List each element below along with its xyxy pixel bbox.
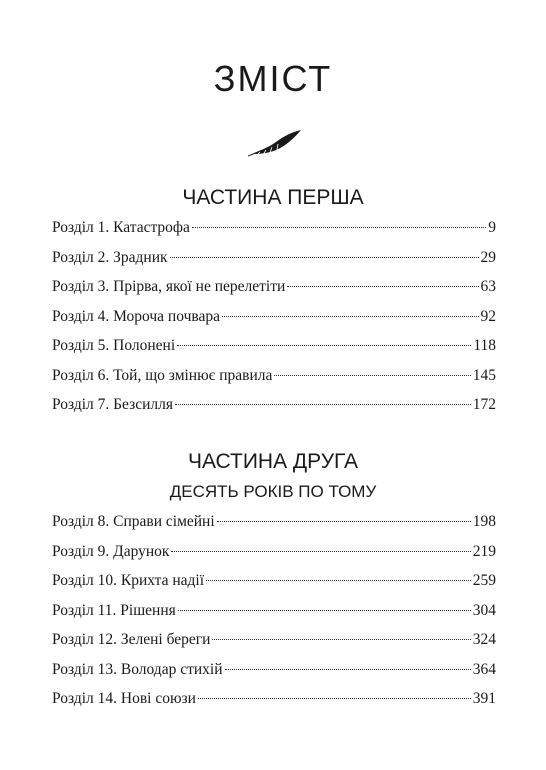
dot-leader	[217, 521, 471, 522]
chapter-title: Розділ 8. Справи сімейні	[52, 513, 215, 530]
part-one-heading: ЧАСТИНА ПЕРША	[182, 186, 364, 209]
chapter-title: Розділ 2. Зрадник	[52, 248, 168, 266]
chapter-title: Розділ 13. Володар стихій	[52, 660, 223, 678]
chapter-title: Розділ 5. Полонені	[52, 337, 176, 354]
toc-entry[interactable]	[52, 218, 496, 248]
toc-entry[interactable]	[52, 601, 496, 631]
dot-leader	[178, 610, 471, 611]
toc-entry[interactable]	[52, 660, 496, 690]
toc-entry[interactable]	[52, 395, 496, 425]
chapter-title: Розділ 6. Той, що змінює правила	[52, 366, 273, 384]
page-number: 219	[472, 542, 496, 560]
chapter-title: Розділ 7. Безсилля	[52, 396, 173, 413]
dot-leader	[222, 316, 479, 317]
chapter-title: Розділ 14. Нові союзи	[52, 690, 196, 707]
page-number: 29	[480, 248, 496, 266]
toc-entry[interactable]	[52, 248, 496, 278]
dot-leader	[287, 286, 478, 287]
part-one-chapter-list	[52, 218, 496, 425]
page-number: 364	[472, 660, 496, 678]
page-number: 92	[480, 307, 496, 325]
toc-entry[interactable]	[52, 277, 496, 307]
chapter-title: Розділ 11. Рішення	[52, 601, 176, 619]
toc-entry[interactable]	[52, 307, 496, 337]
toc-entry[interactable]	[52, 542, 496, 572]
toc-entry[interactable]	[52, 366, 496, 396]
feather-icon	[246, 128, 304, 158]
dot-leader	[198, 698, 471, 699]
dot-leader	[192, 227, 486, 228]
dot-leader	[175, 404, 471, 405]
part-two-heading: ЧАСТИНА ДРУГА	[187, 450, 359, 473]
part-two-subheading: ДЕСЯТЬ РОКІВ ПО ТОМУ	[169, 482, 377, 501]
chapter-title: Розділ 9. Дарунок	[52, 542, 170, 560]
page-number: 9	[488, 219, 496, 236]
dot-leader	[171, 551, 470, 552]
page-number: 391	[472, 690, 496, 707]
toc-entry[interactable]	[52, 336, 496, 366]
dot-leader	[206, 580, 471, 581]
page-number: 324	[472, 631, 496, 648]
part-two-chapter-list	[52, 512, 496, 719]
chapter-title: Розділ 4. Мороча почвара	[52, 307, 220, 325]
chapter-title: Розділ 1. Катастрофа	[52, 219, 190, 236]
chapter-title: Розділ 3. Прірва, якої не перелетіти	[52, 278, 286, 295]
page-number: 63	[480, 278, 496, 295]
dot-leader	[274, 375, 470, 376]
dot-leader	[170, 257, 479, 258]
toc-entry[interactable]	[52, 512, 496, 542]
toc-entry[interactable]	[52, 571, 496, 601]
dot-leader	[225, 669, 471, 670]
page-number: 172	[472, 396, 496, 413]
chapter-title: Розділ 10. Крихта надії	[52, 572, 205, 589]
page-number: 145	[472, 366, 496, 384]
page-number: 304	[472, 601, 496, 619]
page-number: 198	[472, 513, 496, 530]
chapter-title: Розділ 12. Зелені береги	[52, 631, 211, 648]
dot-leader	[177, 345, 471, 346]
page-number: 118	[473, 337, 496, 354]
toc-entry[interactable]	[52, 689, 496, 719]
dot-leader	[212, 639, 470, 640]
page-number: 259	[472, 572, 496, 589]
page-title: ЗМІСТ	[213, 58, 333, 99]
toc-entry[interactable]	[52, 630, 496, 660]
